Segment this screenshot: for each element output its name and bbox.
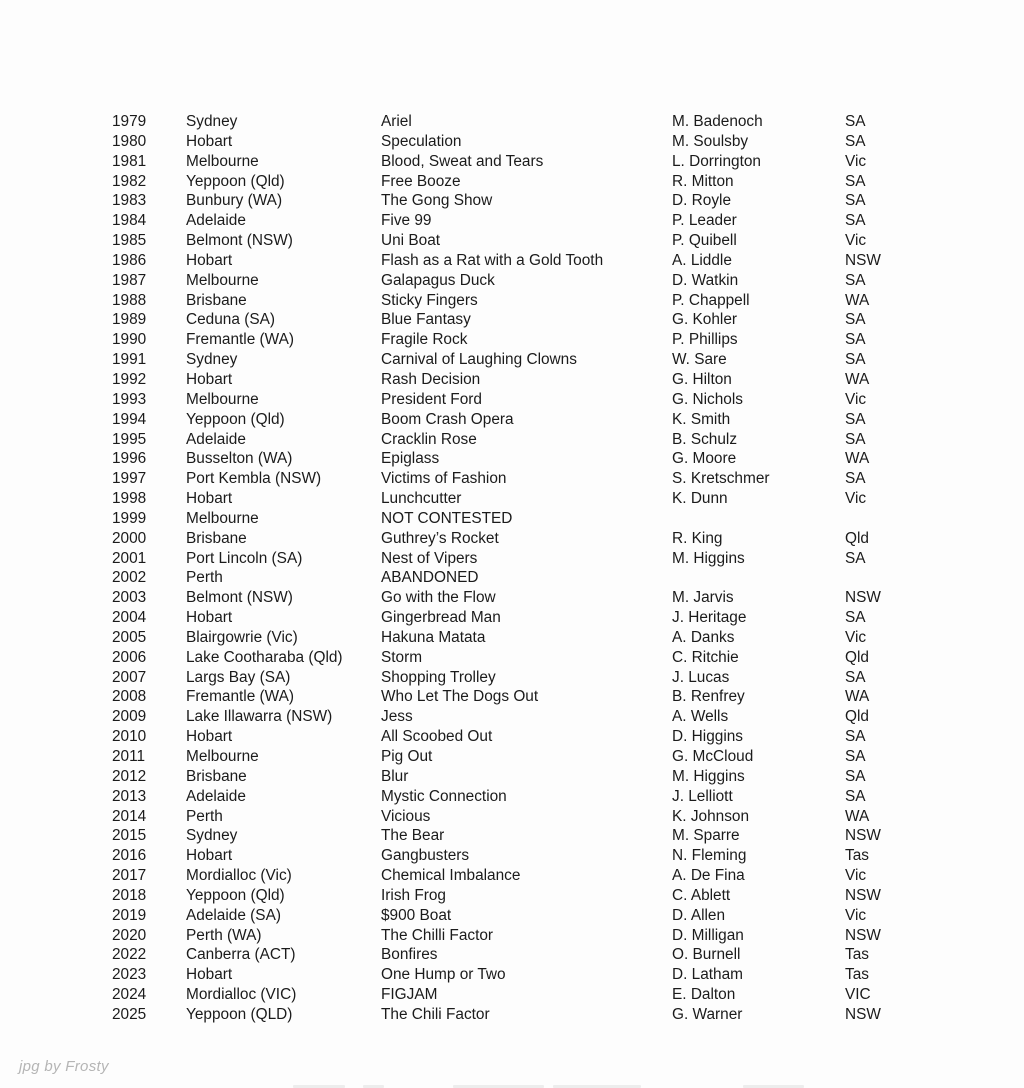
cell-year: 1981 [112,152,147,170]
cell-year: 1987 [112,271,147,289]
cell-skipper: K. Dunn [672,490,728,508]
cell-year: 1986 [112,251,147,269]
table-row [112,648,935,668]
cell-skipper: D. Milligan [672,926,744,944]
table-row [112,767,935,787]
cell-location: Perth (WA) [186,926,262,944]
cell-state: WA [845,291,870,309]
table-row [112,390,935,410]
cell-location: Melbourne [186,748,259,765]
cell-state: SA [845,767,866,785]
cell-state: Qld [845,529,869,547]
cell-boat: The Gong Show [381,192,493,210]
cell-location: Belmont (NSW) [186,232,293,250]
cell-state: Vic [845,152,867,170]
cell-skipper: P. Phillips [672,331,738,349]
table-row [112,608,935,628]
table-row [112,132,935,152]
cell-boat: Irish Frog [381,886,446,904]
table-row [112,469,935,489]
cell-location: Brisbane [186,529,247,547]
table-row [112,211,935,231]
cell-year: 2003 [112,589,147,607]
cell-year: 2012 [112,767,147,785]
table-row [112,707,935,727]
cell-boat: Guthrey’s Rocket [381,529,499,547]
table-row [112,1005,935,1025]
cell-year: 1999 [112,509,147,527]
cell-state: SA [845,212,866,230]
cell-skipper: J. Lucas [672,668,730,686]
cell-location: Perth [186,569,223,587]
cell-year: 2007 [112,668,147,686]
cell-year: 1996 [112,450,147,468]
cell-location: Hobart [186,609,233,627]
cell-boat: Blur [381,767,409,785]
cell-boat: NOT CONTESTED [381,509,513,527]
cell-boat: President Ford [381,390,482,408]
cell-state: SA [845,172,866,190]
cell-state: NSW [845,827,881,845]
cell-skipper: A. Danks [672,628,735,646]
cell-location: Hobart [186,370,233,388]
cell-state: SA [845,728,866,746]
cell-year: 1988 [112,291,147,309]
table-row [112,489,935,509]
cell-location: Yeppoon (Qld) [186,172,285,190]
cell-location: Lake Illawarra (NSW) [186,708,333,726]
table-row [112,529,935,549]
cell-year: 1991 [112,351,147,369]
cell-boat: Flash as a Rat with a Gold Tooth [381,251,604,269]
cell-location: Port Lincoln (SA) [186,549,303,567]
cell-location: Hobart [186,728,233,746]
cell-year: 2022 [112,946,147,964]
cell-state: WA [845,807,870,825]
cell-state: WA [845,450,870,468]
cell-year: 2008 [112,688,147,706]
cell-state: NSW [845,886,881,904]
cell-boat: One Hump or Two [381,966,506,984]
cell-skipper: G. Warner [672,1005,743,1023]
cell-state: Tas [845,946,869,964]
cell-skipper: D. Royle [672,192,732,210]
cell-year: 1994 [112,410,147,428]
cell-boat: Pig Out [381,748,433,765]
cell-year: 2015 [112,827,147,845]
cell-skipper: D. Latham [672,966,744,984]
cell-location: Blairgowrie (Vic) [186,628,298,646]
cell-state [845,509,935,529]
cell-location: Melbourne [186,390,259,408]
cell-location: Hobart [186,847,233,865]
table-row [112,509,935,529]
cell-year: 2002 [112,569,147,587]
cell-state: Vic [845,232,867,250]
cell-boat: Boom Crash Opera [381,410,514,428]
cell-skipper: A. De Fina [672,867,745,885]
cell-year: 2017 [112,867,147,885]
cell-state: SA [845,311,866,329]
cell-boat: Galapagus Duck [381,271,495,289]
cell-location: Sydney [186,827,238,845]
cell-location: Bunbury (WA) [186,192,283,210]
cell-skipper: R. Mitton [672,172,734,190]
cell-location: Brisbane [186,767,247,785]
cell-location: Melbourne [186,271,259,289]
cell-year: 2001 [112,549,147,567]
cell-state: VIC [845,986,871,1004]
table-row [112,747,935,767]
table-row [112,945,935,965]
cell-year: 1990 [112,331,147,349]
cell-state: Vic [845,867,867,885]
cell-year: 1983 [112,192,147,210]
cell-state: SA [845,430,866,448]
cell-state: SA [845,192,866,210]
cell-year: 2014 [112,807,147,825]
cell-skipper: C. Ablett [672,886,731,904]
cell-location: Mordialloc (Vic) [186,867,292,885]
cell-location: Perth [186,807,223,825]
cell-state: Qld [845,708,869,726]
cell-location: Brisbane [186,291,247,309]
cell-skipper: O. Burnell [672,946,741,964]
cell-location: Adelaide [186,430,246,448]
cell-year: 2018 [112,886,147,904]
cell-skipper: L. Dorrington [672,152,761,170]
results-table [112,112,935,1025]
cell-boat: Blood, Sweat and Tears [381,152,544,170]
cell-location: Melbourne [186,152,259,170]
cell-year: 1997 [112,470,147,488]
cell-boat: Storm [381,648,423,666]
cell-state: Tas [845,847,869,865]
cell-boat: FIGJAM [381,986,438,1004]
table-row [112,985,935,1005]
table-row [112,906,935,926]
cell-year: 2013 [112,787,147,805]
cell-state: Vic [845,490,867,508]
cell-location: Adelaide [186,212,246,230]
table-row [112,846,935,866]
cell-location: Yeppoon (Qld) [186,886,285,904]
table-row [112,807,935,827]
cell-state: WA [845,370,870,388]
cell-location: Belmont (NSW) [186,589,293,607]
cell-skipper [672,568,845,588]
cell-skipper: G. Nichols [672,390,743,408]
cell-skipper: K. Johnson [672,807,750,825]
cell-year: 1984 [112,212,147,230]
cell-state: NSW [845,589,881,607]
table-row [112,152,935,172]
cell-boat: All Scoobed Out [381,728,493,746]
cell-boat: Uni Boat [381,232,441,250]
cell-boat: Sticky Fingers [381,291,478,309]
cell-location: Ceduna (SA) [186,311,275,329]
cell-skipper: P. Chappell [672,291,750,309]
cell-location: Hobart [186,132,233,150]
cell-state: SA [845,271,866,289]
cell-boat: Who Let The Dogs Out [381,688,539,706]
table-row [112,112,935,132]
cell-boat: Victims of Fashion [381,470,507,488]
cell-location: Fremantle (WA) [186,688,295,706]
table-row [112,568,935,588]
cell-skipper: A. Wells [672,708,729,726]
cell-boat: $900 Boat [381,906,452,924]
cell-state: SA [845,748,866,765]
table-row [112,410,935,430]
cell-location: Port Kembla (NSW) [186,470,322,488]
cell-skipper: J. Heritage [672,609,747,627]
cell-boat: The Chili Factor [381,1005,490,1023]
cell-boat: The Chilli Factor [381,926,494,944]
table-row [112,965,935,985]
cell-boat: The Bear [381,827,445,845]
cell-skipper: N. Fleming [672,847,747,865]
cell-state: Vic [845,628,867,646]
table-row [112,687,935,707]
cell-boat: Jess [381,708,413,726]
table-row [112,449,935,469]
table-row [112,787,935,807]
cell-skipper: E. Dalton [672,986,736,1004]
table-row [112,231,935,251]
cell-skipper: G. McCloud [672,748,754,765]
cell-year: 1989 [112,311,147,329]
table-row [112,191,935,211]
cell-boat: Vicious [381,807,431,825]
cell-year: 1982 [112,172,147,190]
cell-year: 1992 [112,370,147,388]
cell-skipper: G. Moore [672,450,737,468]
cell-state: SA [845,132,866,150]
cell-location: Largs Bay (SA) [186,668,291,686]
cell-skipper: B. Renfrey [672,688,745,706]
cell-state: SA [845,470,866,488]
cell-boat: Epiglass [381,450,440,468]
cell-skipper: J. Lelliott [672,787,733,805]
cell-state: SA [845,331,866,349]
cell-state: SA [845,113,866,130]
cell-location: Adelaide (SA) [186,906,281,924]
cell-location: Canberra (ACT) [186,946,296,964]
cell-year: 2020 [112,926,147,944]
cell-boat: Nest of Vipers [381,549,478,567]
cell-year: 2000 [112,529,147,547]
cell-location: Yeppoon (QLD) [186,1005,293,1023]
cell-boat: Cracklin Rose [381,430,477,448]
cell-boat: Blue Fantasy [381,311,471,329]
cell-skipper: D. Higgins [672,728,743,746]
cell-skipper: M. Soulsby [672,132,749,150]
table-row [112,310,935,330]
cell-boat: Go with the Flow [381,589,496,607]
cell-year: 2019 [112,906,147,924]
cell-location: Yeppoon (Qld) [186,410,285,428]
watermark-credit: jpg by Frosty [19,1058,109,1075]
table-row [112,588,935,608]
table-row [112,727,935,747]
cell-skipper: W. Sare [672,351,727,369]
cell-year: 2016 [112,847,147,865]
cell-state: WA [845,688,870,706]
cell-location: Hobart [186,490,233,508]
cell-skipper: G. Hilton [672,370,732,388]
cell-location: Melbourne [186,509,259,527]
cell-location: Sydney [186,113,238,130]
cell-state: NSW [845,926,881,944]
cell-skipper: M. Higgins [672,767,745,785]
cell-state: Vic [845,390,867,408]
cell-year: 2005 [112,628,147,646]
cell-year: 1995 [112,430,147,448]
cell-boat: Rash Decision [381,370,481,388]
cell-boat: Shopping Trolley [381,668,496,686]
cell-state: NSW [845,251,881,269]
cell-location: Hobart [186,251,233,269]
cell-skipper: B. Schulz [672,430,738,448]
cell-skipper: P. Quibell [672,232,737,250]
cell-skipper [672,509,845,529]
cell-skipper: M. Sparre [672,827,740,845]
cell-year: 2024 [112,986,147,1004]
cell-year: 2004 [112,609,147,627]
cell-boat: Bonfires [381,946,438,964]
table-row [112,826,935,846]
cell-location: Busselton (WA) [186,450,293,468]
cell-state: SA [845,787,866,805]
table-row [112,370,935,390]
cell-year: 2010 [112,728,147,746]
cell-state: Qld [845,648,869,666]
cell-year: 2009 [112,708,147,726]
cell-boat: Speculation [381,132,462,150]
cell-location: Hobart [186,966,233,984]
cell-boat: Hakuna Matata [381,628,486,646]
cell-skipper: A. Liddle [672,251,732,269]
cell-state: SA [845,410,866,428]
cell-skipper: M. Jarvis [672,589,734,607]
cell-year: 1985 [112,232,147,250]
cell-skipper: C. Ritchie [672,648,739,666]
cell-year: 2025 [112,1005,147,1023]
cell-boat: Fragile Rock [381,331,468,349]
cell-boat: Carnival of Laughing Clowns [381,351,577,369]
cell-boat: ABANDONED [381,569,479,587]
cell-skipper: D. Watkin [672,271,739,289]
cell-boat: Gangbusters [381,847,470,865]
table-row [112,866,935,886]
table-row [112,668,935,688]
cell-year: 2023 [112,966,147,984]
cell-boat: Ariel [381,113,412,130]
cell-skipper: P. Leader [672,212,737,230]
cell-boat: Chemical Imbalance [381,867,521,885]
table-row [112,886,935,906]
cell-year: 1993 [112,390,147,408]
cell-state: SA [845,549,866,567]
table-row [112,251,935,271]
cell-boat: Free Booze [381,172,461,190]
cell-year: 1980 [112,132,147,150]
table-row [112,291,935,311]
table-row [112,430,935,450]
cell-skipper: D. Allen [672,906,726,924]
cell-state [845,568,935,588]
cell-skipper: M. Badenoch [672,113,763,130]
cell-boat: Gingerbread Man [381,609,501,627]
cell-skipper: K. Smith [672,410,731,428]
table-row [112,350,935,370]
cell-skipper: M. Higgins [672,549,745,567]
cell-boat: Five 99 [381,212,432,230]
cell-location: Mordialloc (VIC) [186,986,297,1004]
cell-state: Tas [845,966,869,984]
cell-location: Adelaide [186,787,246,805]
cell-location: Fremantle (WA) [186,331,295,349]
table-row [112,330,935,350]
cell-boat: Mystic Connection [381,787,507,805]
cell-year: 1998 [112,490,147,508]
table-row [112,549,935,569]
table-row [112,172,935,192]
table-row [112,628,935,648]
cell-skipper: R. King [672,529,723,547]
cell-location: Sydney [186,351,238,369]
cell-year: 1979 [112,113,147,130]
cell-skipper: S. Kretschmer [672,470,770,488]
cell-state: SA [845,351,866,369]
cell-state: SA [845,609,866,627]
cell-year: 2006 [112,648,147,666]
cell-skipper: G. Kohler [672,311,738,329]
cell-state: NSW [845,1005,881,1023]
cell-state: SA [845,668,866,686]
table-row [112,926,935,946]
cell-state: Vic [845,906,867,924]
cell-year: 2011 [112,748,146,765]
cell-boat: Lunchcutter [381,490,462,508]
table-row [112,271,935,291]
cell-location: Lake Cootharaba (Qld) [186,648,343,666]
